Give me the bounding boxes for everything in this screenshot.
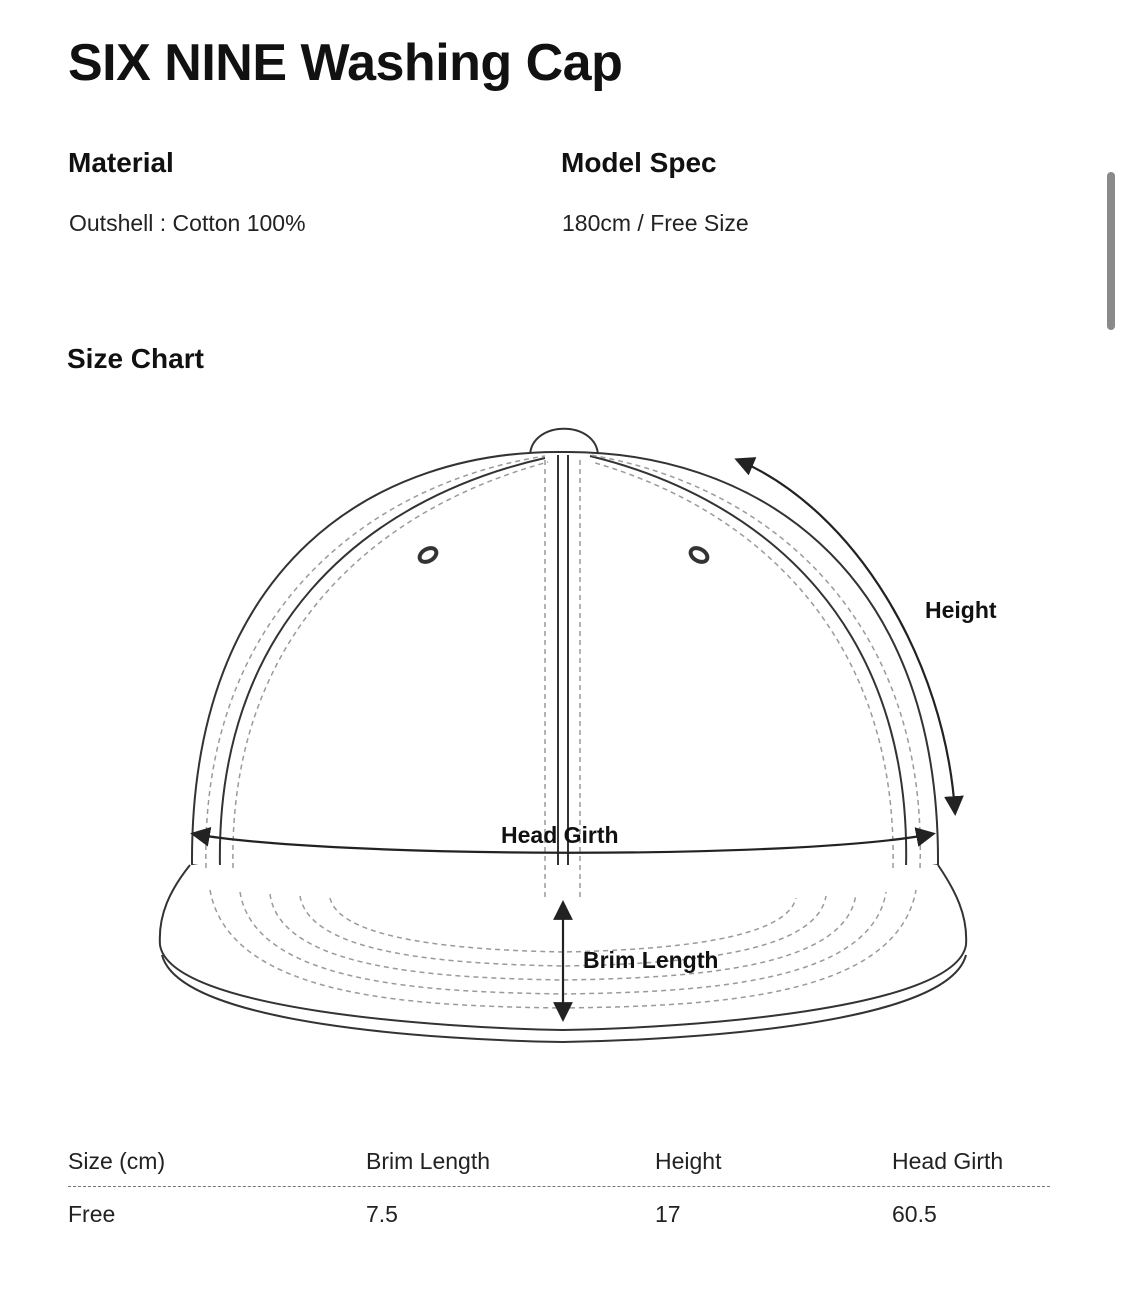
table-row <box>68 1193 1050 1235</box>
cap-crown <box>192 452 938 865</box>
table-header-size: Size (cm) <box>68 1148 166 1174</box>
scrollbar[interactable] <box>1107 172 1115 330</box>
size-table <box>68 1140 1050 1235</box>
material-heading: Material <box>68 147 174 178</box>
table-cell-brim-length: 7.5 <box>366 1201 398 1227</box>
table-header-row <box>68 1140 1050 1182</box>
table-header-brim-length: Brim Length <box>366 1148 491 1174</box>
page-title: SIX NINE Washing Cap <box>68 34 623 92</box>
table-divider <box>68 1186 1050 1187</box>
material-text: Outshell : Cotton 100% <box>69 210 306 236</box>
brim-length-label: Brim Length <box>583 947 719 973</box>
cap-size-diagram <box>0 400 1125 1080</box>
size-chart-heading: Size Chart <box>67 343 204 374</box>
head-girth-label: Head Girth <box>501 822 619 848</box>
table-cell-height: 17 <box>655 1201 681 1227</box>
table-cell-size: Free <box>68 1201 116 1227</box>
height-label: Height <box>925 597 997 623</box>
table-header-height: Height <box>655 1148 722 1174</box>
table-cell-head-girth: 60.5 <box>892 1201 937 1227</box>
model-spec-heading: Model Spec <box>561 147 717 178</box>
table-header-head-girth: Head Girth <box>892 1148 1004 1174</box>
model-spec-text: 180cm / Free Size <box>562 210 749 236</box>
